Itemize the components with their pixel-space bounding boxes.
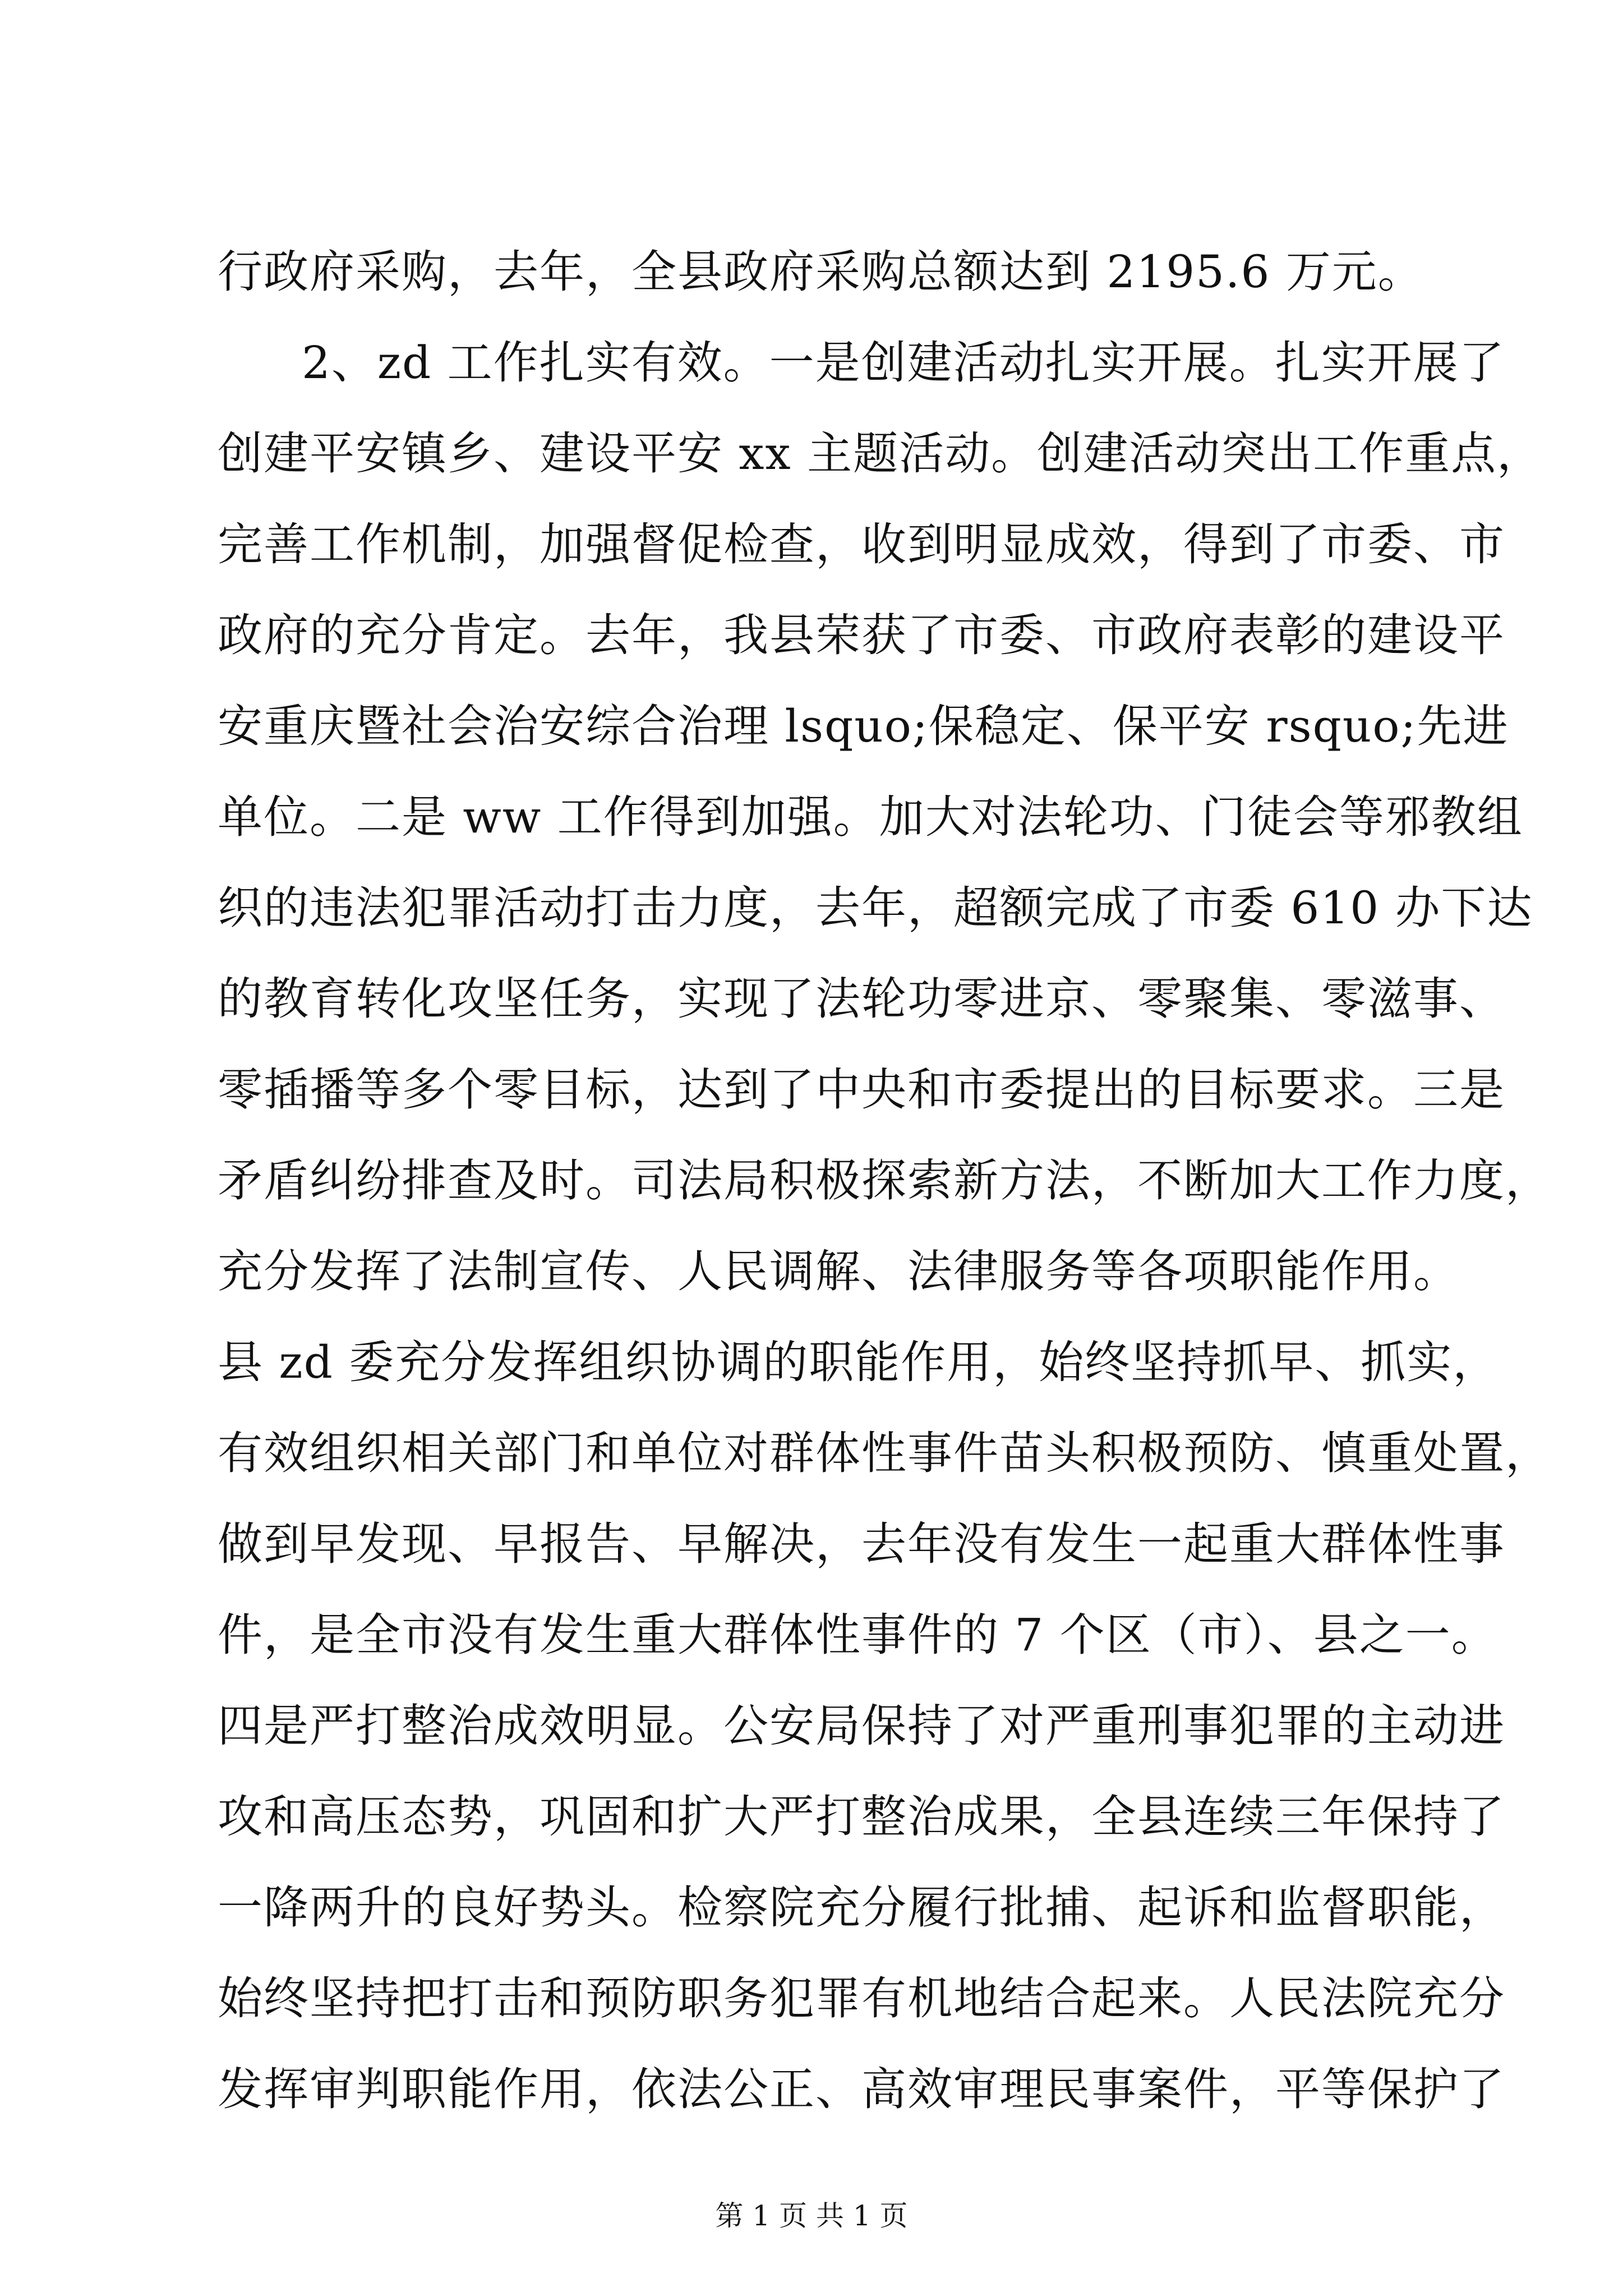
text-line: 创建平安镇乡、建设平安 xx 主题活动。创建活动突出工作重点， (218, 427, 1543, 480)
text-line: 单位。二是 ww 工作得到加强。加大对法轮功、门徒会等邪教组 (218, 791, 1523, 843)
text-line: 的教育转化攻坚任务，实现了法轮功零进京、零聚集、零滋事、 (218, 973, 1505, 1025)
text-line: 始终坚持把打击和预防职务犯罪有机地结合起来。人民法院充分 (218, 1972, 1505, 2024)
text-line: 件，是全市没有发生重大群体性事件的 7 个区（市）、县之一。 (218, 1609, 1497, 1661)
text-line: 做到早发现、早报告、早解决，去年没有发生一起重大群体性事 (218, 1518, 1505, 1570)
text-line: 完善工作机制，加强督促检查，收到明显成效，得到了市委、市 (218, 518, 1505, 570)
text-line: 发挥审判职能作用，依法公正、高效审理民事案件，平等保护了 (218, 2063, 1505, 2115)
text-line: 零插播等多个零目标，达到了中央和市委提出的目标要求。三是 (218, 1064, 1505, 1116)
text-line: 政府的充分肯定。去年，我县荣获了市委、市政府表彰的建设平 (218, 609, 1505, 661)
text-line: 一降两升的良好势头。检察院充分履行批捕、起诉和监督职能， (218, 1881, 1505, 1934)
text-line: 2、zd 工作扎实有效。一是创建活动扎实开展。扎实开展了 (302, 337, 1505, 389)
text-line: 织的违法犯罪活动打击力度，去年，超额完成了市委 610 办下达 (218, 882, 1533, 934)
text-line: 四是严打整治成效明显。公安局保持了对严重刑事犯罪的主动进 (218, 1700, 1505, 1752)
text-line: 有效组织相关部门和单位对群体性事件苗头积极预防、慎重处置， (218, 1427, 1551, 1479)
text-line: 县 zd 委充分发挥组织协调的职能作用，始终坚持抓早、抓实， (218, 1336, 1499, 1388)
text-line: 攻和高压态势，巩固和扩大严打整治成果，全县连续三年保持了 (218, 1791, 1505, 1843)
text-line: 矛盾纠纷排查及时。司法局积极探索新方法，不断加大工作力度， (218, 1154, 1551, 1207)
text-line: 行政府采购，去年，全县政府采购总额达到 2195.6 万元。 (218, 246, 1424, 298)
text-line: 充分发挥了法制宣传、人民调解、法律服务等各项职能作用。 (218, 1245, 1459, 1297)
text-line: 安重庆暨社会治安综合治理 lsquo;保稳定、保平安 rsquo;先进 (218, 700, 1509, 752)
page-footer: 第 1 页 共 1 页 (715, 2200, 908, 2232)
